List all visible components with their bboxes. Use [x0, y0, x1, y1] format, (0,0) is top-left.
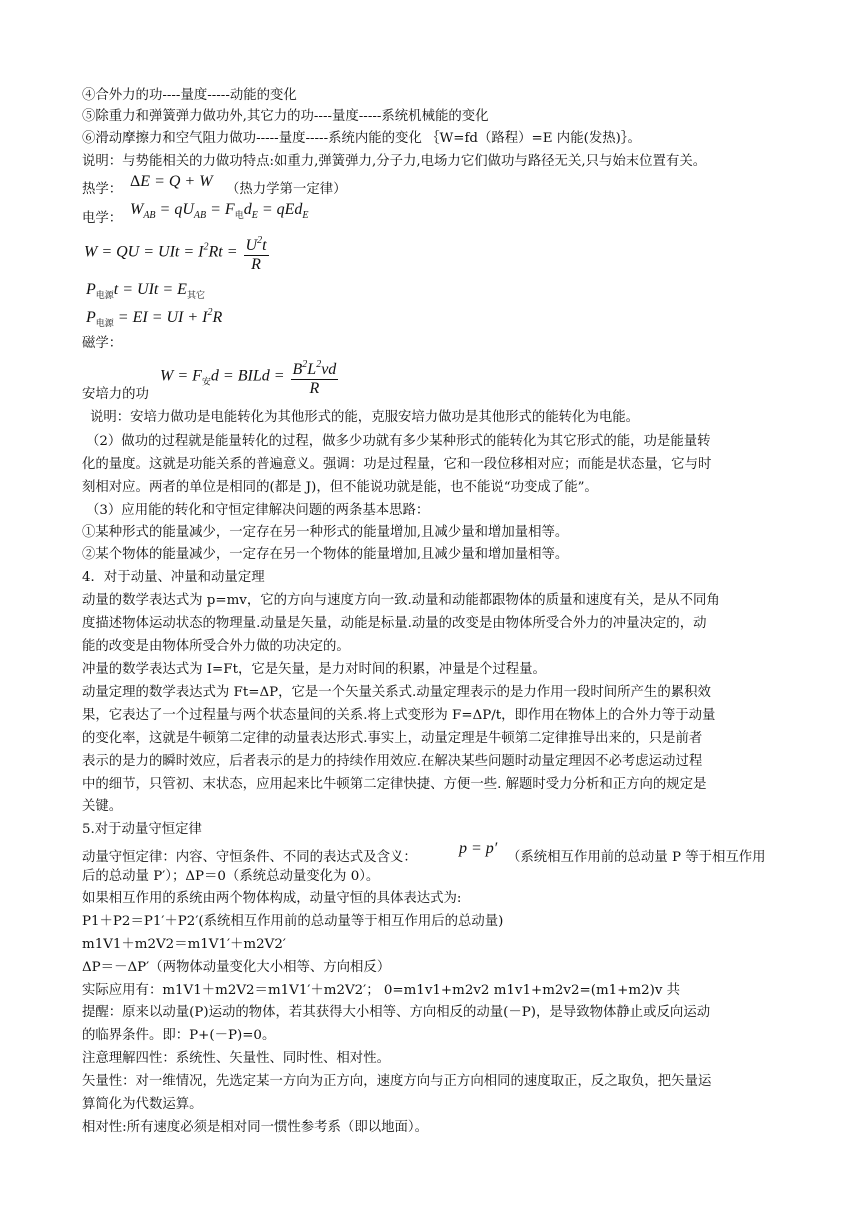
work-formula: W = QU = UIt = $I^2Rt$ = $\frac{U^2t}{R}$	[84, 232, 271, 274]
text-line: （3）应用能的转化和守恒定律解决问题的两条基本思路：	[86, 503, 430, 518]
text-line: ②某个物体的能量减少，一定存在另一个物体的能量增加,且减少量和增加量相等。	[82, 547, 569, 562]
ampere-formula: $W = F_安d$ = BILd = $\frac{B^2L^2vd}{R}$	[160, 356, 340, 398]
thermo-note: （热力学第一定律）	[226, 182, 347, 197]
momentum-conservation-formula: p = p′	[459, 840, 498, 857]
text-line: 的变化率，这就是牛顿第二定律的动量表达形式.事实上，动量定理是牛顿第二定律推导出来的，只是前者	[82, 731, 703, 746]
text-line: 相对性:所有速度必须是相对同一惯性参考系（即以地面）。	[82, 1120, 428, 1135]
text-line: m1V1＋m2V2＝m1V1′＋m2V2′	[82, 937, 286, 952]
section-heading: 5.对于动量守恒定律	[82, 822, 202, 837]
text-line: 说明：安培力做功是电能转化为其他形式的能，克服安培力做功是其他形式的能转化为电能。	[90, 410, 640, 425]
text-line: ①某种形式的能量减少，一定存在另一种形式的能量增加,且减少量和增加量相等。	[82, 525, 569, 540]
elec-formula: $W_{AB} = qU_{AB} = F_电d_E = qEd_E$	[130, 201, 309, 221]
text-line: 能的改变是由物体所受合外力做的功决定的。	[82, 639, 350, 654]
text-line: 算简化为代数运算。	[82, 1097, 203, 1112]
text-line: 度描述物体运动状态的物理量.动量是矢量，动能是标量.动量的改变是由物体所受合外力的冲量决定的，动	[82, 616, 707, 631]
section-heading: 4．对于动量、冲量和动量定理	[82, 570, 265, 585]
elec-label: 电学：	[82, 211, 123, 226]
ampere-label: 安培力的功	[82, 387, 149, 402]
text-line: 说明：与势能相关的力做功特点:如重力,弹簧弹力,分子力,电场力它们做功与路径无关,只与始末位置有关。	[82, 154, 707, 169]
text-line: （2）做功的过程就是能量转化的过程，做多少功就有多少某种形式的能转化为其它形式的能，功是能量转	[86, 434, 711, 449]
text-line: 后的总动量 P′）；ΔP＝0（系统总动量变化为 0）。	[82, 869, 380, 884]
source-power-formula: $P_{电源}$ = EI = UI + $I^2R$	[86, 307, 223, 328]
text-line: 冲量的数学表达式为 I=Ft，它是矢量，是力对时间的积累，冲量是个过程量。	[82, 662, 546, 677]
text-line: 提醒：原来以动量(P)运动的物体，若其获得大小相等、方向相反的动量(－P)，是导致物体静止或反向运动	[82, 1005, 711, 1020]
source-energy-formula: $P_{电源}t$ = UIt = $E_{其它}$	[86, 281, 205, 300]
text-line: ΔP＝－ΔP′（两物体动量变化大小相等、方向相反）	[82, 960, 391, 975]
text-line: （系统相互作用前的总动量 P 等于相互作用	[507, 850, 766, 865]
text-line: ⑤除重力和弹簧弹力做功外,其它力的功----量度-----系统机械能的变化	[82, 109, 489, 124]
thermo-label: 热学：	[82, 182, 123, 197]
text-line: 动量定理的数学表达式为 Ft=ΔP，它是一个矢量关系式.动量定理表示的是力作用一段时间所产生的累积效	[82, 685, 711, 700]
thermo-formula: ΔE = Q + W	[130, 173, 213, 190]
text-line: 果，它表达了一个过程量与两个状态量间的关系.将上式变形为 F=ΔP/t，即作用在物体上的合外力等于动量	[82, 708, 716, 723]
text-line: 刻相对应。两者的单位是相同的(都是 J)，但不能说功就是能，也不能说“功变成了能”。	[82, 480, 598, 495]
text-line: 如果相互作用的系统由两个物体构成，动量守恒的具体表达式为:	[82, 891, 462, 906]
text-line: 注意理解四性：系统性、矢量性、同时性、相对性。	[82, 1051, 390, 1066]
text-line: ④合外力的功----量度-----动能的变化	[82, 88, 297, 103]
text-line: 关键。	[82, 799, 123, 814]
text-line: 矢量性：对一维情况，先选定某一方向为正方向，速度方向与正方向相同的速度取正，反之取负，把矢量运	[82, 1074, 712, 1089]
text-line: ⑥滑动摩擦力和空气阻力做功-----量度-----系统内能的变化 ｛W=fd（路程）=E 内能(发热)｝。	[82, 131, 641, 146]
text-line: 化的量度。这就是功能关系的普遍意义。强调：功是过程量，它和一段位移相对应；而能是状态量，它与时	[82, 457, 712, 472]
text-line: 实际应用有：m1V1＋m2V2＝m1V1′＋m2V2′； 0=m1v1+m2v2 m1v1+m2v2=(m1+m2)v 共	[82, 983, 681, 998]
text-line: 中的细节，只管初、末状态，应用起来比牛顿第二定律快捷、方便一些. 解题时受力分析和正方向的规定是	[82, 777, 707, 792]
text-line: 动量的数学表达式为 p=mv，它的方向与速度方向一致.动量和动能都跟物体的质量和速度有关，是从不同角	[82, 593, 720, 608]
text-line: 动量守恒定律：内容、守恒条件、不同的表达式及含义：	[82, 850, 417, 865]
text-line: 的临界条件。即：P+(－P)=0。	[82, 1028, 276, 1043]
text-line: 表示的是力的瞬时效应，后者表示的是力的持续作用效应.在解决某些问题时动量定理因不必考虑运动过程	[82, 754, 703, 769]
text-line: P1＋P2＝P1′＋P2′(系统相互作用前的总动量等于相互作用后的总动量)	[82, 914, 504, 929]
magnet-label: 磁学：	[82, 336, 123, 351]
